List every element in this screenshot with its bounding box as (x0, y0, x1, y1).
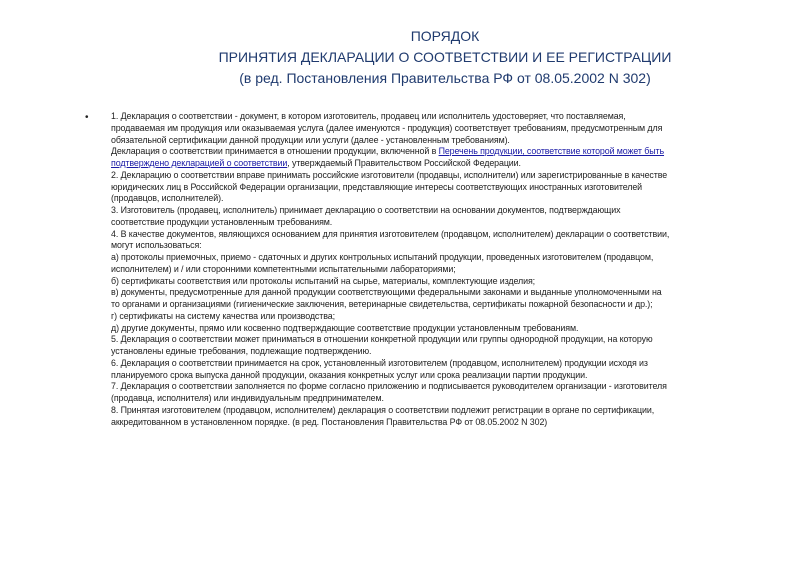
text-segment: то органами и организациями (гигиенические заключения, ветеринарные свидетельства, сертификаты пожарной безопасности и др.); (111, 299, 653, 309)
text-line (111, 393, 781, 405)
text-segment: Декларация о соответствии принимается в отношении продукции, включенной в (111, 146, 439, 157)
text-line (111, 381, 781, 393)
text-segment: могут использоваться: (111, 240, 202, 251)
text-line (111, 287, 781, 299)
text-line (111, 334, 781, 346)
text-segment: в) документы, предусмотренные для данной продукции соответствующими федеральными законами и выданные уполномоченными на (111, 287, 662, 298)
text-line (111, 146, 781, 158)
text-line (111, 276, 781, 288)
text-line (111, 182, 781, 194)
text-line (111, 217, 781, 229)
text-line (111, 323, 781, 335)
text-segment: а) протоколы приемочных, приемо - сдаточных и других контрольных испытаний продукции, проведенных изготовителем (продавцом, (111, 252, 654, 262)
text-segment: 2. Декларацию о соответствии вправе принимать российские изготовители (продавцы, исполнители) или зарегистрированные в качестве (111, 169, 668, 180)
text-line (111, 405, 781, 417)
text-line (111, 264, 781, 276)
text-segment: , утверждаемый Правительством Российской Федерации. (287, 158, 521, 168)
title-line-3: (в ред. Постановления Правительства РФ от 08.05.2002 N 302) (239, 70, 651, 86)
text-line (111, 346, 781, 358)
text-line (111, 135, 781, 147)
text-segment: 5. Декларация о соответствии может приниматься в отношении конкретной продукции или группы однородной продукции, на которую (111, 334, 653, 345)
text-segment: продаваемая им продукция или оказываемая услуга (далее именуются - продукция) соответствует требованиям, предусмотренным для (111, 122, 663, 133)
text-segment: аккредитованном в установленном порядке. (в ред. Постановления Правительства РФ от 08.05.2002 N 302) (111, 416, 548, 427)
product-list-link[interactable]: подтверждено декларацией о соответствии (111, 158, 288, 168)
text-line (111, 252, 781, 264)
text-line (111, 299, 781, 311)
text-line (111, 205, 781, 217)
text-segment: 6. Декларация о соответствии принимается на срок, установленный изготовителем (продавцом, исполнителем) продукции исходя из (111, 357, 648, 368)
text-segment: установлены единые требования, подлежащие подтверждению. (111, 346, 372, 356)
text-line (111, 158, 781, 170)
text-segment: исполнителем) и / или сторонними компетентными испытательными лабораториями; (111, 263, 456, 274)
bullet-marker: • (85, 112, 89, 123)
text-line (111, 229, 781, 241)
text-segment: г) сертификаты на систему качества или производства; (111, 310, 335, 321)
text-segment: д) другие документы, прямо или косвенно подтверждающие соответствие продукции установленным требованиям. (111, 322, 579, 333)
text-segment: 8. Принятая изготовителем (продавцом, исполнителем) декларация о соответствии подлежит регистрации в органе по сертификации, (111, 404, 655, 415)
text-line (111, 370, 781, 382)
product-list-link[interactable]: Перечень продукции, соответствие которой может быть (438, 146, 665, 157)
text-line (111, 111, 781, 123)
text-line (111, 240, 781, 252)
text-segment: (продавцов, исполнителей). (111, 193, 224, 204)
text-line (111, 358, 781, 370)
text-segment: юридических лиц в Российской Федерации организации, представляющие интересы соответствующих иностранных изготовителей (111, 181, 643, 192)
text-line (111, 417, 781, 429)
text-line (111, 170, 781, 182)
document-body (111, 111, 781, 428)
text-segment: планируемого срока выпуска данной продукции, оказания конкретных услуг или срока реализации партии продукции. (111, 369, 588, 380)
document-title (150, 26, 740, 89)
title-line-1: ПОРЯДОК (410, 28, 480, 44)
text-line (111, 311, 781, 323)
text-segment: б) сертификаты соответствия или протоколы испытаний на сырье, материалы, комплектующие изделия; (111, 275, 536, 286)
text-segment: 4. В качестве документов, являющихся основанием для принятия изготовителем (продавцом, исполнителем) декларации о соответствии, (111, 228, 670, 239)
text-segment: (продавца, исполнителя) или индивидуальным предпринимателем. (111, 393, 384, 403)
text-segment: обязательной сертификации данной продукции или услуги (далее - установленным требованиям). (111, 134, 510, 145)
text-segment: 7. Декларация о соответствии заполняется по форме согласно приложению и подписывается руководителем организации - изготовителя (111, 381, 667, 392)
text-segment: 3. Изготовитель (продавец, исполнитель) принимает декларацию о соответствии на основании документов, подтверждающих (111, 205, 621, 215)
title-line-2: ПРИНЯТИЯ ДЕКЛАРАЦИИ О СООТВЕТСТВИИ И ЕЕ РЕГИСТРАЦИИ (218, 49, 672, 65)
text-line (111, 193, 781, 205)
text-line (111, 123, 781, 135)
text-segment: соответствие продукции установленным требованиям. (111, 216, 333, 227)
text-segment: 1. Декларация о соответствии - документ, в котором изготовитель, продавец или исполнитель удостоверяет, что поставляемая, (111, 111, 626, 121)
